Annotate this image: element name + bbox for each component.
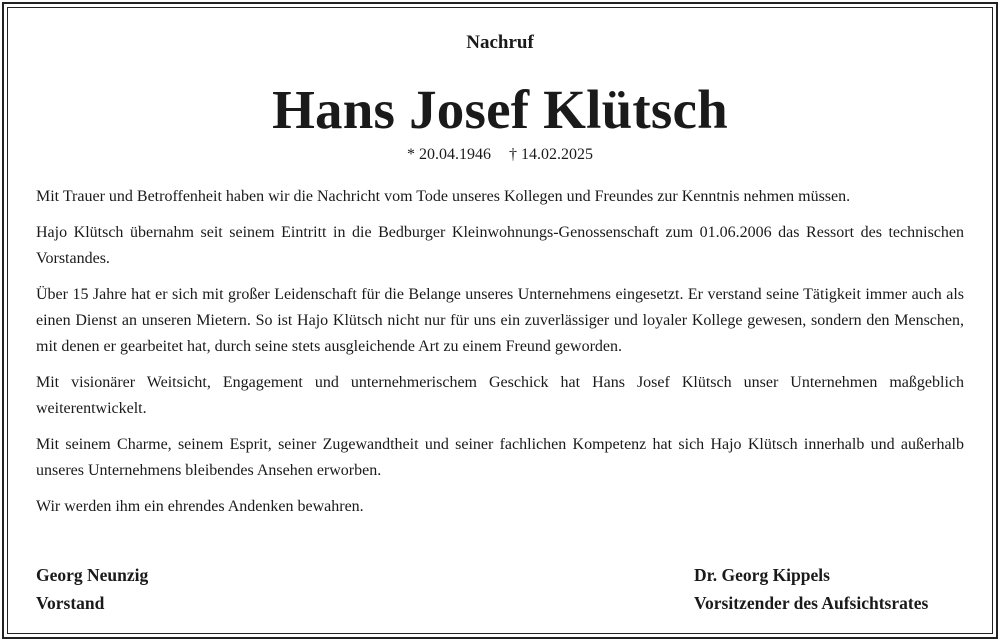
paragraph: Mit seinem Charme, seinem Esprit, seiner Zugewandtheit und seiner fachlichen Kompetenz hat sich Hajo Klütsch innerhalb und außerhalb unseres Unternehmens bleibendes Ansehen erworben. xyxy=(36,436,964,479)
signature-right xyxy=(694,561,928,617)
obituary-heading: Nachruf xyxy=(466,32,534,53)
birth-date: * 20.04.1946 xyxy=(407,146,491,163)
signature-left xyxy=(36,561,148,617)
signer-name: Dr. Georg Kippels xyxy=(694,565,830,585)
paragraph: Mit visionärer Weitsicht, Engagement und unternehmerischem Geschick hat Hans Josef Klütsch unser Unternehmen maßgeblich weiterentwickelt. xyxy=(36,374,964,417)
deceased-name: Hans Josef Klütsch xyxy=(272,79,728,140)
paragraph: Mit Trauer und Betroffenheit haben wir die Nachricht vom Tode unseres Kollegen und Freundes zur Kenntnis nehmen müssen. xyxy=(36,188,851,205)
life-dates xyxy=(36,146,964,164)
signer-name: Georg Neunzig xyxy=(36,565,149,585)
paragraph: Hajo Klütsch übernahm seit seinem Eintritt in die Bedburger Kleinwohnungs-Genossenschaft zum 01.06.2006 das Ressort des technischen Vorstandes. xyxy=(36,224,964,267)
paragraph: Über 15 Jahre hat er sich mit großer Leidenschaft für die Belange unseres Unternehmens eingesetzt. Er verstand seine Tätigkeit immer auch als einen Dienst an unseren Mietern. So ist Hajo Klütsch nicht nur für uns ein zuverlässiger und loyaler Kollege gewesen, sondern den Menschen, mit denen er gearbeitet hat, durch seine stets ausgleichende Art zu einem Freund geworden. xyxy=(36,286,964,355)
death-date: † 14.02.2025 xyxy=(509,146,593,163)
paragraph: Wir werden ihm ein ehrendes Andenken bewahren. xyxy=(36,498,364,515)
obituary-text xyxy=(36,184,964,530)
signer-role: Vorsitzender des Aufsichtsrates xyxy=(694,593,929,613)
signer-role: Vorstand xyxy=(36,593,105,613)
